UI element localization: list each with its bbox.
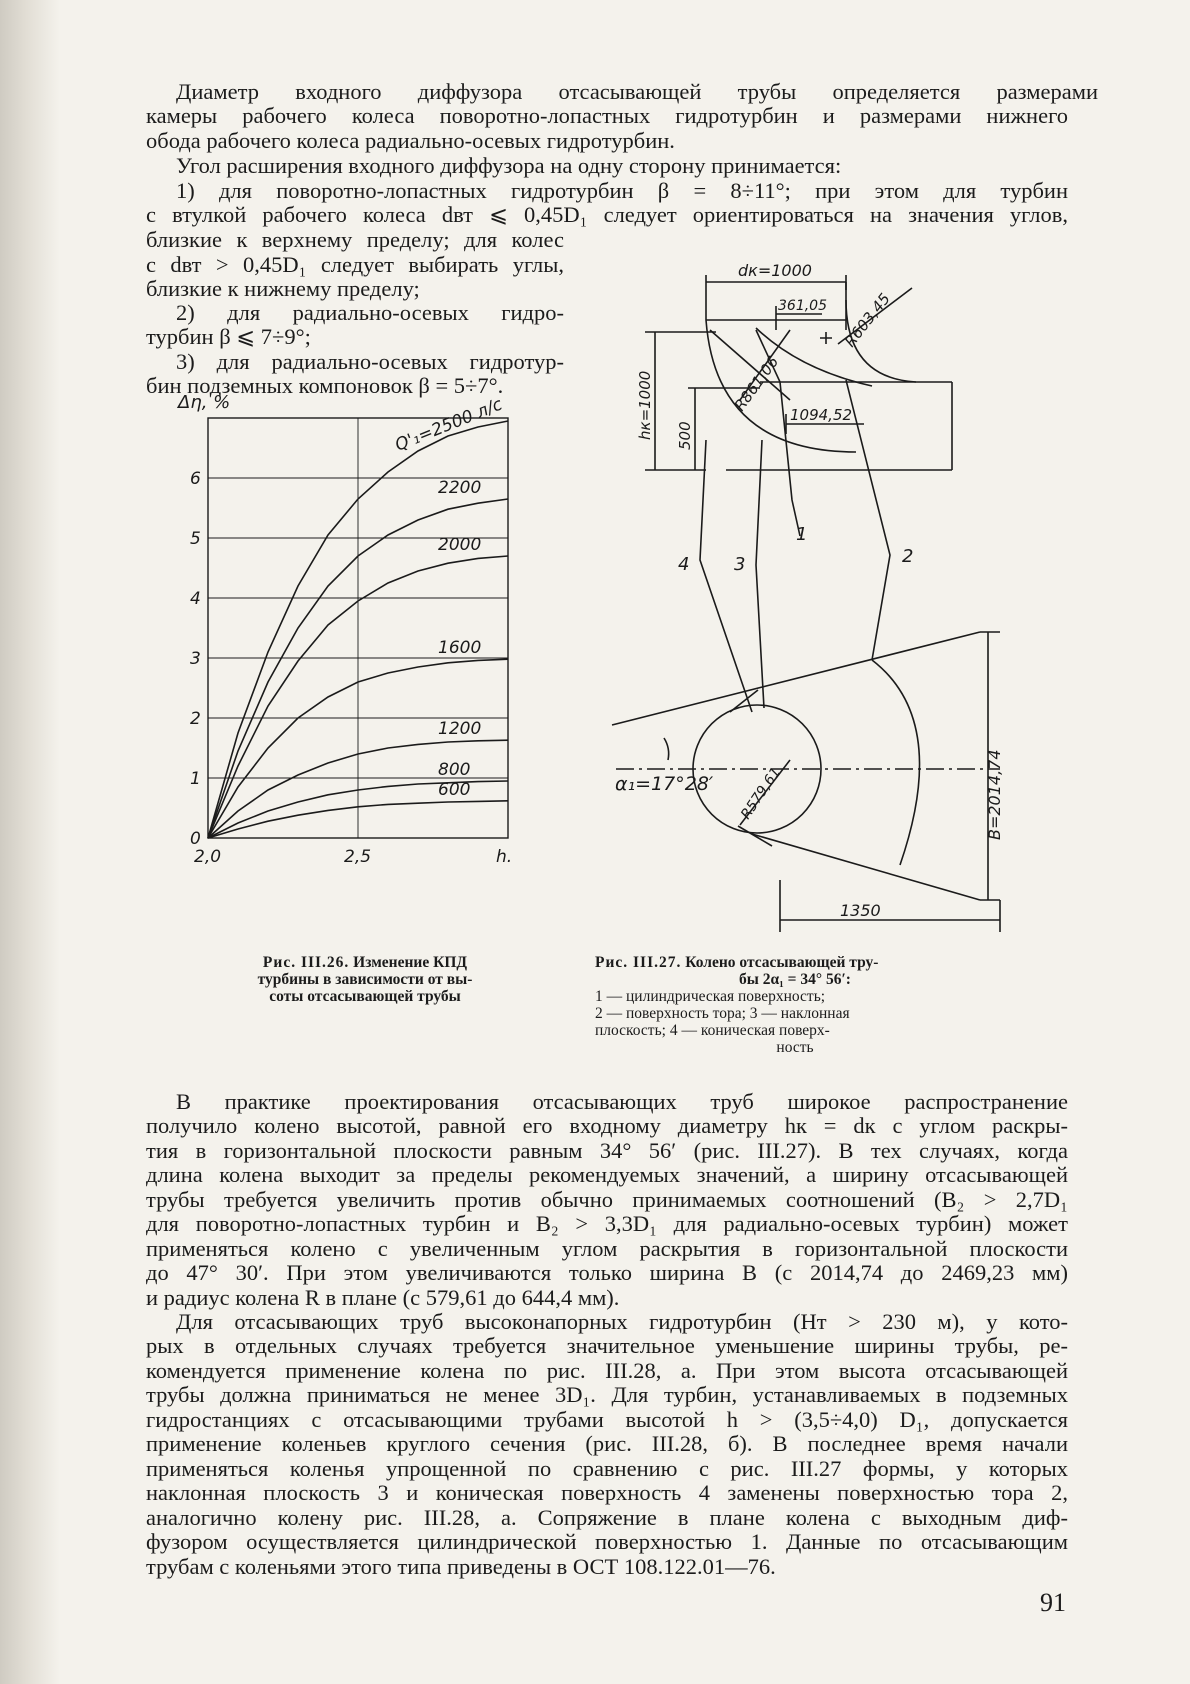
series-label: Q'₁=2500 л/с [392, 394, 506, 456]
paragraph-1 [146, 80, 1098, 105]
series-label: 2000 [438, 535, 482, 555]
label-r861: R861,06 [730, 352, 783, 415]
label-1094: 1094,52 [790, 406, 853, 424]
text-line: Угол расширения входного диффузора на одну сторону принимается: [176, 153, 842, 178]
leader-4 [700, 440, 752, 712]
paragraph-7 [176, 1310, 1068, 1335]
plan-cone-top [612, 632, 980, 725]
label-361: 361,05 [778, 298, 827, 314]
caption-line: 2 — поверхность тора; 3 — наклонная [595, 1005, 850, 1022]
page-number: 91 [1040, 1588, 1066, 1617]
alpha-arc [664, 738, 669, 760]
paragraph-3-narrow [146, 228, 564, 302]
leader-3 [756, 440, 764, 708]
text-line: гидростанциях с отсасывающими трубами высотой h > (3,5÷4,0) D₁, допускается [146, 1406, 1068, 1432]
text-line: применение коленьев круглого сечения (рис. III.28, б). В последнее время начали [146, 1431, 1068, 1456]
text-line: близкие к нижнему пределу; [146, 276, 420, 301]
plan-cone-bottom [752, 834, 980, 900]
label-1: 1 [796, 524, 808, 545]
text-line: применяться колено с увеличенным углом раскрытия в горизонтальной плоскости [146, 1235, 1068, 1261]
text-line: бин подземных компоновок β = 5÷7°. [146, 373, 504, 398]
caption-line: бы 2α₁ = 34° 56′: [739, 971, 851, 988]
text-line: длина колена выходит за пределы рекомендуемых значений, а ширину отсасывающей [146, 1162, 1068, 1187]
paragraph-4-cont [146, 325, 564, 350]
caption-line: турбины в зависимости от вы- [257, 971, 473, 988]
x-axis-label: h. [496, 847, 513, 867]
y-tick-label: 2 [190, 709, 201, 729]
y-tick-label: 1 [190, 769, 201, 789]
text-line: и радиус колена R в плане (с 579,61 до 644,4 мм). [146, 1284, 620, 1310]
label-4: 4 [678, 554, 690, 575]
text-line: трубы требуется увеличить против обычно принимаемых соотношений (B₂ > 2,7D₁ [146, 1186, 1068, 1212]
label-r579: R579,61 [738, 764, 785, 823]
caption-line: Изменение КПД [353, 954, 468, 971]
text-line: фузором осуществляется цилиндрической поверхностью 1. Данные по отсасывающим [146, 1529, 1068, 1554]
y-tick-label: 5 [190, 529, 201, 549]
text-line: применяться коленья упрощенной по сравнению с рис. III.27 формы, у которых [146, 1455, 1068, 1481]
text-line: для поворотно-лопастных турбин и B₂ > 3,3D₁ для радиально-осевых турбин) может [146, 1211, 1068, 1236]
paragraph-2 [176, 154, 1068, 179]
y-tick-label: 6 [190, 469, 201, 489]
paragraph-4 [176, 301, 564, 326]
label-b: B=2014,74 [985, 749, 1004, 840]
text-line: 2) для радиально-осевых гидро- [176, 300, 564, 325]
dim-1350 [780, 880, 1000, 932]
caption-line: Колено отсасывающей тру- [685, 954, 879, 971]
text-line: близкие к верхнему пределу; для колес [146, 227, 564, 252]
text-line: до 47° 30′. При этом увеличиваются только ширина B (с 2014,74 до 2469,23 мм) [146, 1260, 1068, 1285]
scan-edge [0, 0, 60, 1684]
text-line: Диаметр входного диффузора отсасывающей трубы определяется размерами [176, 79, 1098, 104]
label-3: 3 [734, 554, 746, 575]
text-line: камеры рабочего колеса поворотно-лопастных гидротурбин и размерами нижнего [146, 103, 1068, 128]
label-500: 500 [676, 421, 694, 450]
text-line: 3) для радиально-осевых гидротур- [176, 349, 564, 374]
y-tick-label: 0 [190, 829, 201, 849]
figure-27-drawing [600, 248, 1030, 936]
text-line: трубам с коленьями этого типа приведены в ОСТ 108.122.01—76. [146, 1553, 776, 1579]
label-alpha: α₁=17°28′ [615, 773, 714, 795]
text-line: турбин β ⩽ 7÷9°; [146, 324, 311, 349]
series-label: 1600 [438, 638, 482, 659]
series-label: 2200 [438, 478, 482, 498]
text-line: рых в отдельных случаях требуется значительное уменьшение ширины трубы, ре- [146, 1333, 1068, 1358]
text-line: Для отсасывающих труб высоконапорных гидротурбин (Hт > 230 м), у кото- [176, 1309, 1068, 1334]
text-line: В практике проектирования отсасывающих труб широкое распространение [176, 1089, 1068, 1114]
cross-mark [820, 332, 832, 344]
y-tick-label: 3 [190, 649, 201, 669]
paragraph-6 [176, 1090, 1068, 1115]
paragraph-5 [176, 350, 564, 375]
label-hk: hк=1000 [636, 370, 654, 440]
figure-26-chart [178, 392, 570, 940]
paragraph-6-cont [146, 1114, 1068, 1310]
text-line: с dвт > 0,45D₁ следует выбирать углы, [146, 251, 564, 277]
text-line: аналогично колену рис. III.28, а. Сопряжение в плане колена с выходным диф- [146, 1504, 1068, 1530]
label-r603: R603,45 [840, 289, 894, 351]
paragraph-1-cont [146, 104, 1068, 153]
figure-26-caption [195, 954, 535, 1005]
paragraph-3 [176, 179, 1068, 204]
series-label: 800 [438, 760, 471, 780]
y-axis-label: Δη, % [178, 392, 231, 413]
label-dk: dк=1000 [738, 261, 812, 280]
caption-line: плоскость; 4 — коническая поверх- [595, 1022, 830, 1039]
text-line: 1) для поворотно-лопастных гидротурбин β = 8÷11°; при этом для турбин [176, 178, 1068, 203]
caption-title: Рис. III.27. [595, 954, 682, 971]
x-tick-label: 2,0 [194, 847, 222, 867]
caption-line: ность [776, 1039, 814, 1056]
caption-line: соты отсасывающей трубы [269, 988, 461, 1005]
series-label: 600 [438, 779, 471, 800]
text-line: наклонная плоскость 3 и коническая поверхность 4 заменены поверхностью тора 2, [146, 1480, 1068, 1505]
x-tick-label: 2,5 [344, 847, 372, 867]
text-line: комендуется применение колена по рис. III.28, а. При этом высота отсасывающей [146, 1357, 1068, 1383]
plan-tangent-bottom [738, 826, 772, 846]
caption-line: 1 — цилиндрическая поверхность; [595, 988, 826, 1005]
series-label: 1200 [438, 719, 482, 740]
y-tick-label: 4 [190, 589, 201, 609]
paragraph-7-cont [146, 1334, 1068, 1579]
text-line: с втулкой рабочего колеса dвт ⩽ 0,45D₁ следует ориентироваться на значения углов, [146, 202, 1068, 227]
paragraph-3-cont [146, 203, 1068, 228]
caption-title: Рис. III.26. [262, 954, 350, 971]
text-line: трубы должна приниматься не менее 3D₁. Для турбин, устанавливаемых в подземных [146, 1382, 1068, 1407]
text-line: обода рабочего колеса радиально-осевых гидротурбин. [146, 127, 675, 153]
leader-2 [846, 380, 890, 660]
label-1350: 1350 [840, 901, 881, 920]
text-line: получило колено высотой, равной его входному диаметру hк = dк с углом раскры- [146, 1113, 1068, 1138]
text-line: тия в горизонтальной плоскости равным 34° 56′ (рис. III.27). В тех случаях, когда [146, 1137, 1068, 1163]
figure-27-caption [595, 954, 995, 1056]
label-2: 2 [902, 546, 914, 567]
plan-outer-arc [872, 660, 920, 865]
